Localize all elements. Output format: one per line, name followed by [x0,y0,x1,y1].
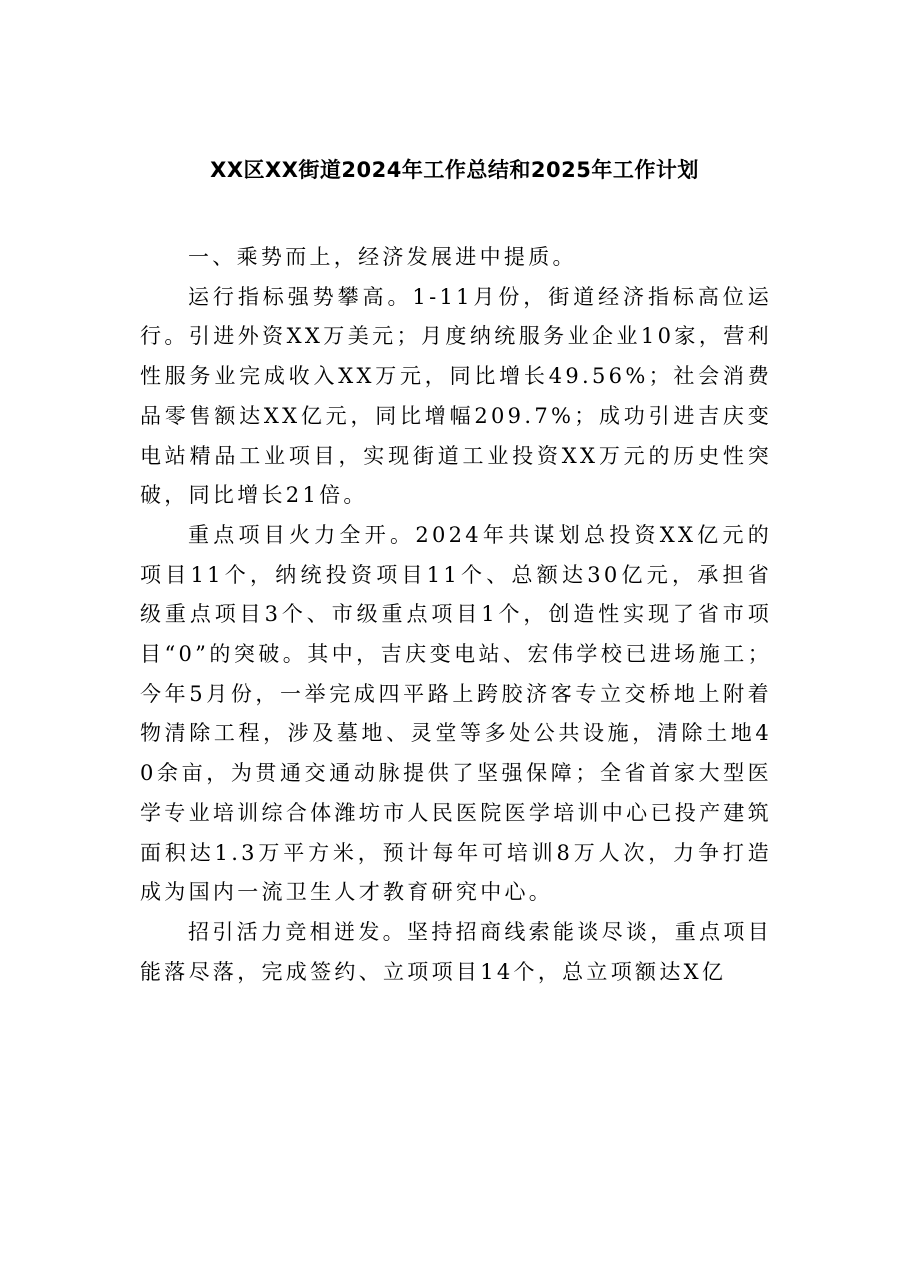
paragraph-investment-attraction: 招引活力竞相迸发。坚持招商线索能谈尽谈，重点项目能落尽落，完成签约、立项项目14个，总立项额达X亿 [140,919,772,984]
document-body [140,238,772,992]
paragraph-operating-indicators: 运行指标强势攀高。1-11月份，街道经济指标高位运行。引进外资XX万美元；月度纳统服务业企业10家，营利性服务业完成收入XX万元，同比增长49.56%；社会消费品零售额达XX亿元，同比增幅209.7%；成功引进吉庆变电站精品工业项目，实现街道工业投资XX万元的历史性突破，同比增长21倍。 [140,284,772,508]
document-title: XX区XX街道2024年工作总结和2025年工作计划 [210,158,699,182]
paragraph-key-projects: 重点项目火力全开。2024年共谋划总投资XX亿元的项目11个，纳统投资项目11个、总额达30亿元，承担省级重点项目3个、市级重点项目1个，创造性实现了省市项目“0”的突破。其中，吉庆变电站、宏伟学校已进场施工；今年5月份，一举完成四平路上跨胶济客专立交桥地上附着物清除工程，涉及墓地、灵堂等多处公共设施，清除土地40余亩，为贯通交通动脉提供了坚强保障；全省首家大型医学专业培训综合体潍坊市人民医院医学培训中心已投产建筑面积达1.3万平方米，预计每年可培训8万人次，力争打造成为国内一流卫生人才教育研究中心。 [140,522,772,905]
section-heading: 一、乘势而上，经济发展进中提质。 [188,245,577,269]
